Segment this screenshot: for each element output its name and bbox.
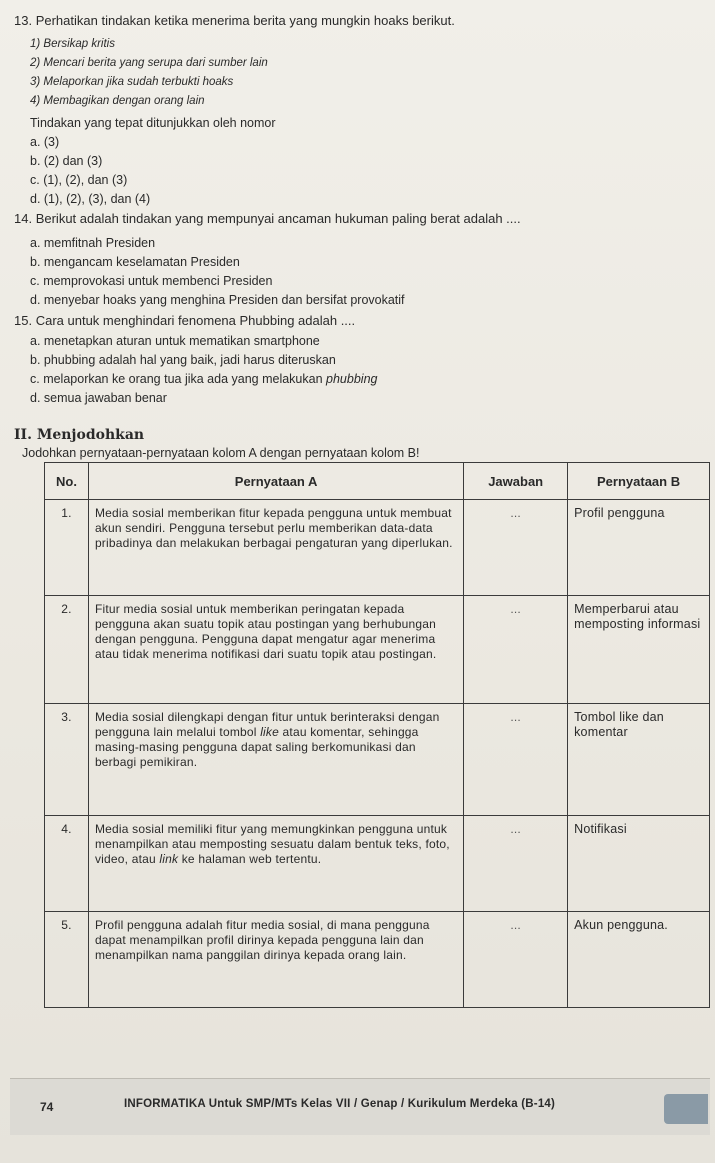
table-header-row — [45, 463, 710, 500]
option-a: a. memfitnah Presiden — [30, 236, 156, 250]
matching-table — [44, 462, 710, 1008]
option-italic-term: phubbing — [326, 372, 378, 386]
footer-text: INFORMATIKA Untuk SMP/MTs Kelas VII / Genap / Kurikulum Merdeka (B-14) — [124, 1098, 556, 1110]
footer-tab-decoration — [664, 1094, 708, 1124]
answer-blank[interactable]: ... — [464, 816, 568, 912]
option-d: d. (1), (2), (3), dan (4) — [30, 192, 151, 206]
option-b: b. (2) dan (3) — [30, 154, 103, 168]
table-row — [45, 816, 710, 912]
header-pernyataan-a: Pernyataan A — [88, 463, 463, 500]
question-number: 15. — [14, 313, 33, 328]
question-15 — [14, 312, 704, 329]
row-number: 1. — [45, 500, 89, 596]
statement-a: Media sosial memberikan fitur kepada pengguna untuk membuat akun sendiri. Pengguna tersebut perlu memberikan data-data pribadinya dan melakukan berbagai pengaturan yang diperlukan. — [88, 500, 463, 596]
row-number: 3. — [45, 704, 89, 816]
question-13 — [14, 12, 704, 29]
statement-a: Profil pengguna adalah fitur media sosial, di mana pengguna dapat menampilkan profil dirinya kepada pengguna lain dan menampilkan nama panggilan dirinya kepada orang lain. — [88, 912, 463, 1008]
question-text: Cara untuk menghindari fenomena Phubbing adalah .... — [35, 313, 356, 328]
statement-a-text: atau komentar, sehingga masing-masing pengguna dapat saling berkomunikasi dan berbagi pemikiran. — [94, 725, 419, 769]
question-14 — [14, 210, 704, 227]
question-prompt: Tindakan yang tepat ditunjukkan oleh nomor — [30, 116, 276, 130]
answer-blank[interactable]: ... — [464, 500, 568, 596]
statement: 3) Melaporkan jika sudah terbukti hoaks — [30, 76, 234, 88]
section-title: II. Menjodohkan — [14, 427, 145, 443]
statement-b: Akun pengguna. — [568, 912, 710, 1008]
row-number: 5. — [45, 912, 89, 1008]
statement-a-text: ke halaman web tertentu. — [178, 852, 322, 866]
table-row — [45, 912, 710, 1008]
option-a: a. menetapkan aturan untuk mematikan smartphone — [30, 334, 320, 348]
statement: 2) Mencari berita yang serupa dari sumber lain — [30, 57, 268, 69]
option-c: c. (1), (2), dan (3) — [30, 173, 128, 187]
header-jawaban: Jawaban — [464, 463, 568, 500]
header-pernyataan-b: Pernyataan B — [568, 463, 710, 500]
statement-a-text: Media sosial memiliki fitur yang memungkinkan pengguna untuk menampilkan atau memposting sesuatu dalam bentuk teks, foto, video, atau — [94, 822, 450, 866]
row-number: 4. — [45, 816, 89, 912]
table-row — [45, 500, 710, 596]
page-number: 74 — [40, 1100, 54, 1114]
statement: 1) Bersikap kritis — [30, 38, 115, 50]
answer-blank[interactable]: ... — [464, 704, 568, 816]
statement-b: Memperbarui atau memposting informasi — [568, 596, 710, 704]
question-text: Berikut adalah tindakan yang mempunyai ancaman hukuman paling berat adalah .... — [35, 211, 521, 226]
statement-b: Notifikasi — [568, 816, 710, 912]
statement: 4) Membagikan dengan orang lain — [30, 95, 205, 107]
option-b: b. phubbing adalah hal yang baik, jadi harus diteruskan — [30, 353, 336, 367]
option-d: d. semua jawaban benar — [30, 391, 167, 405]
header-no: No. — [45, 463, 89, 500]
statement-a — [88, 816, 463, 912]
table-row — [45, 596, 710, 704]
question-number: 14. — [14, 211, 33, 226]
option-d: d. menyebar hoaks yang menghina Presiden dan bersifat provokatif — [30, 293, 405, 307]
statement-b: Profil pengguna — [568, 500, 710, 596]
statement-a-italic: link — [159, 852, 179, 866]
statement-a: Fitur media sosial untuk memberikan peringatan kepada pengguna akan suatu topik atau postingan yang berhubungan dengan pengguna. Pengguna dapat mengatur agar menerima atau tidak menerima notifikasi dari suatu topik atau postingan. — [88, 596, 463, 704]
statement-a-italic: like — [260, 725, 279, 739]
question-number: 13. — [14, 13, 33, 28]
option-text: c. melaporkan ke orang tua jika ada yang melakukan — [30, 372, 323, 386]
option-a: a. (3) — [30, 135, 60, 149]
row-number: 2. — [45, 596, 89, 704]
option-c: c. memprovokasi untuk membenci Presiden — [30, 274, 273, 288]
option-c — [30, 371, 377, 388]
option-b: b. mengancam keselamatan Presiden — [30, 255, 240, 269]
statement-b: Tombol like dan komentar — [568, 704, 710, 816]
section-instruction: Jodohkan pernyataan-pernyataan kolom A dengan pernyataan kolom B! — [22, 446, 420, 460]
statement-a-text: Media sosial dilengkapi dengan fitur untuk berinteraksi dengan pengguna lain melalui tombol — [94, 710, 440, 739]
table-row — [45, 704, 710, 816]
answer-blank[interactable]: ... — [464, 912, 568, 1008]
answer-blank[interactable]: ... — [464, 596, 568, 704]
statement-a — [88, 704, 463, 816]
question-text: Perhatikan tindakan ketika menerima berita yang mungkin hoaks berikut. — [35, 13, 455, 28]
